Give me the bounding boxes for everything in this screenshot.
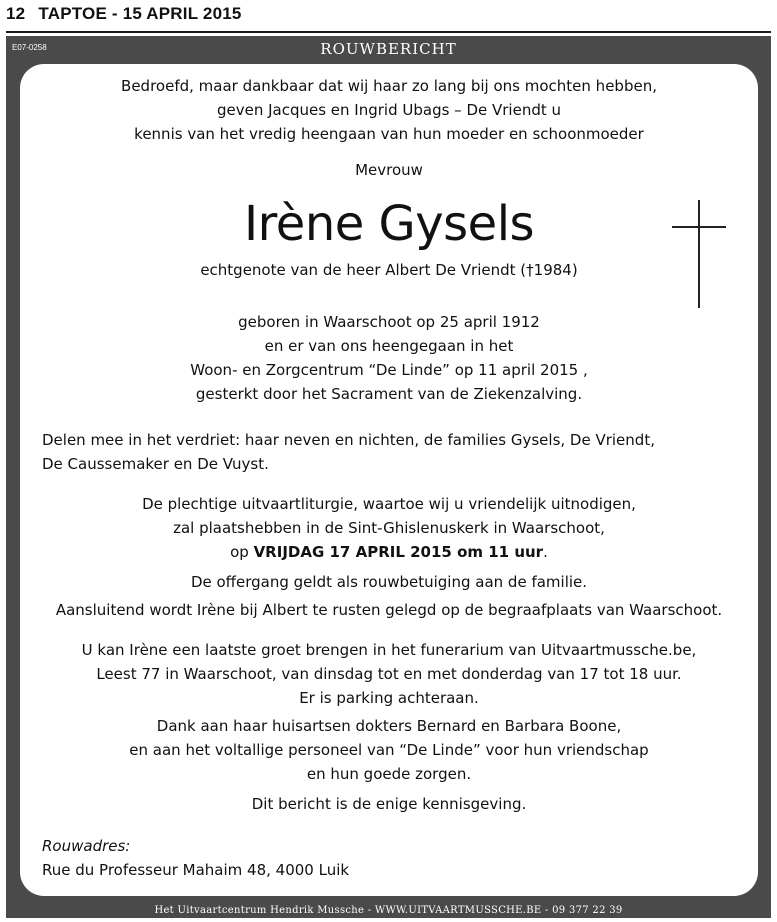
address-line: Rue du Professeur Mahaim 48, 4000 Luik <box>42 861 350 879</box>
header-divider <box>6 31 771 33</box>
visitation-line: Er is parking achteraan. <box>299 689 479 707</box>
birth-death-line: geboren in Waarschoot op 25 april 1912 <box>238 313 540 331</box>
intro-line: geven Jacques en Ingrid Ubags – De Vriendt u <box>216 101 562 119</box>
birth-death-line: Woon- en Zorgcentrum “De Linde” op 11 april 2015 , <box>190 361 588 379</box>
address-label-text: Rouwadres: <box>42 837 131 855</box>
notice-code: E07-0258 <box>12 43 47 52</box>
intro-line: Bedroefd, maar dankbaar dat wij haar zo lang bij ons mochten hebben, <box>121 77 657 95</box>
service-line: zal plaatshebben in de Sint-Ghislenuskerk in Waarschoot, <box>173 519 605 537</box>
service-date-line <box>20 542 758 562</box>
obituary-card <box>20 64 758 896</box>
funeral-home-footer: Het Uitvaartcentrum Hendrik Mussche - WWW.UITVAARTMUSSCHE.BE - 09 377 22 39 <box>154 905 623 916</box>
obituary-frame <box>6 36 771 918</box>
intro-line: kennis van het vredig heengaan van hun moeder en schoonmoeder <box>134 125 644 143</box>
page-number: 12 <box>6 4 26 23</box>
deceased-name: Irène Gysels <box>243 196 535 252</box>
offering-line: De offergang geldt als rouwbetuiging aan de familie. <box>190 573 588 591</box>
publication-title: TAPTOE - 15 APRIL 2015 <box>38 4 242 23</box>
burial-line: Aansluitend wordt Irène bij Albert te rusten gelegd op de begraafplaats van Waarschoot. <box>55 601 723 619</box>
service-line: De plechtige uitvaartliturgie, waartoe wij u vriendelijk uitnodigen, <box>142 495 636 513</box>
cross-icon-bar <box>672 226 726 228</box>
thanks-line: en hun goede zorgen. <box>306 765 472 783</box>
address-label <box>42 836 130 856</box>
service-date: VRIJDAG 17 APRIL 2015 om 11 uur <box>253 543 544 561</box>
notice-title: ROUWBERICHT <box>320 40 457 58</box>
thanks-line: en aan het voltallige personeel van “De Linde” voor hun vriendschap <box>129 741 649 759</box>
service-date-prefix: op <box>230 543 254 561</box>
cross-icon <box>698 200 700 308</box>
salutation: Mevrouw <box>355 161 423 179</box>
spouse-line: echtgenote van de heer Albert De Vriendt (†1984) <box>200 261 578 279</box>
birth-death-line: gesterkt door het Sacrament van de Ziekenzalving. <box>195 385 583 403</box>
family-line: De Caussemaker en De Vuyst. <box>42 455 269 473</box>
visitation-line: U kan Irène een laatste groet brengen in het funerarium van Uitvaartmussche.be, <box>81 641 697 659</box>
visitation-line: Leest 77 in Waarschoot, van dinsdag tot en met donderdag van 17 tot 18 uur. <box>96 665 682 683</box>
page-header <box>6 4 771 32</box>
thanks-line: Dank aan haar huisartsen dokters Bernard en Barbara Boone, <box>156 717 622 735</box>
birth-death-line: en er van ons heengegaan in het <box>264 337 514 355</box>
family-line: Delen mee in het verdriet: haar neven en nichten, de families Gysels, De Vriendt, <box>42 431 655 449</box>
service-date-suffix: . <box>543 543 548 561</box>
only-notice-line: Dit bericht is de enige kennisgeving. <box>251 795 527 813</box>
